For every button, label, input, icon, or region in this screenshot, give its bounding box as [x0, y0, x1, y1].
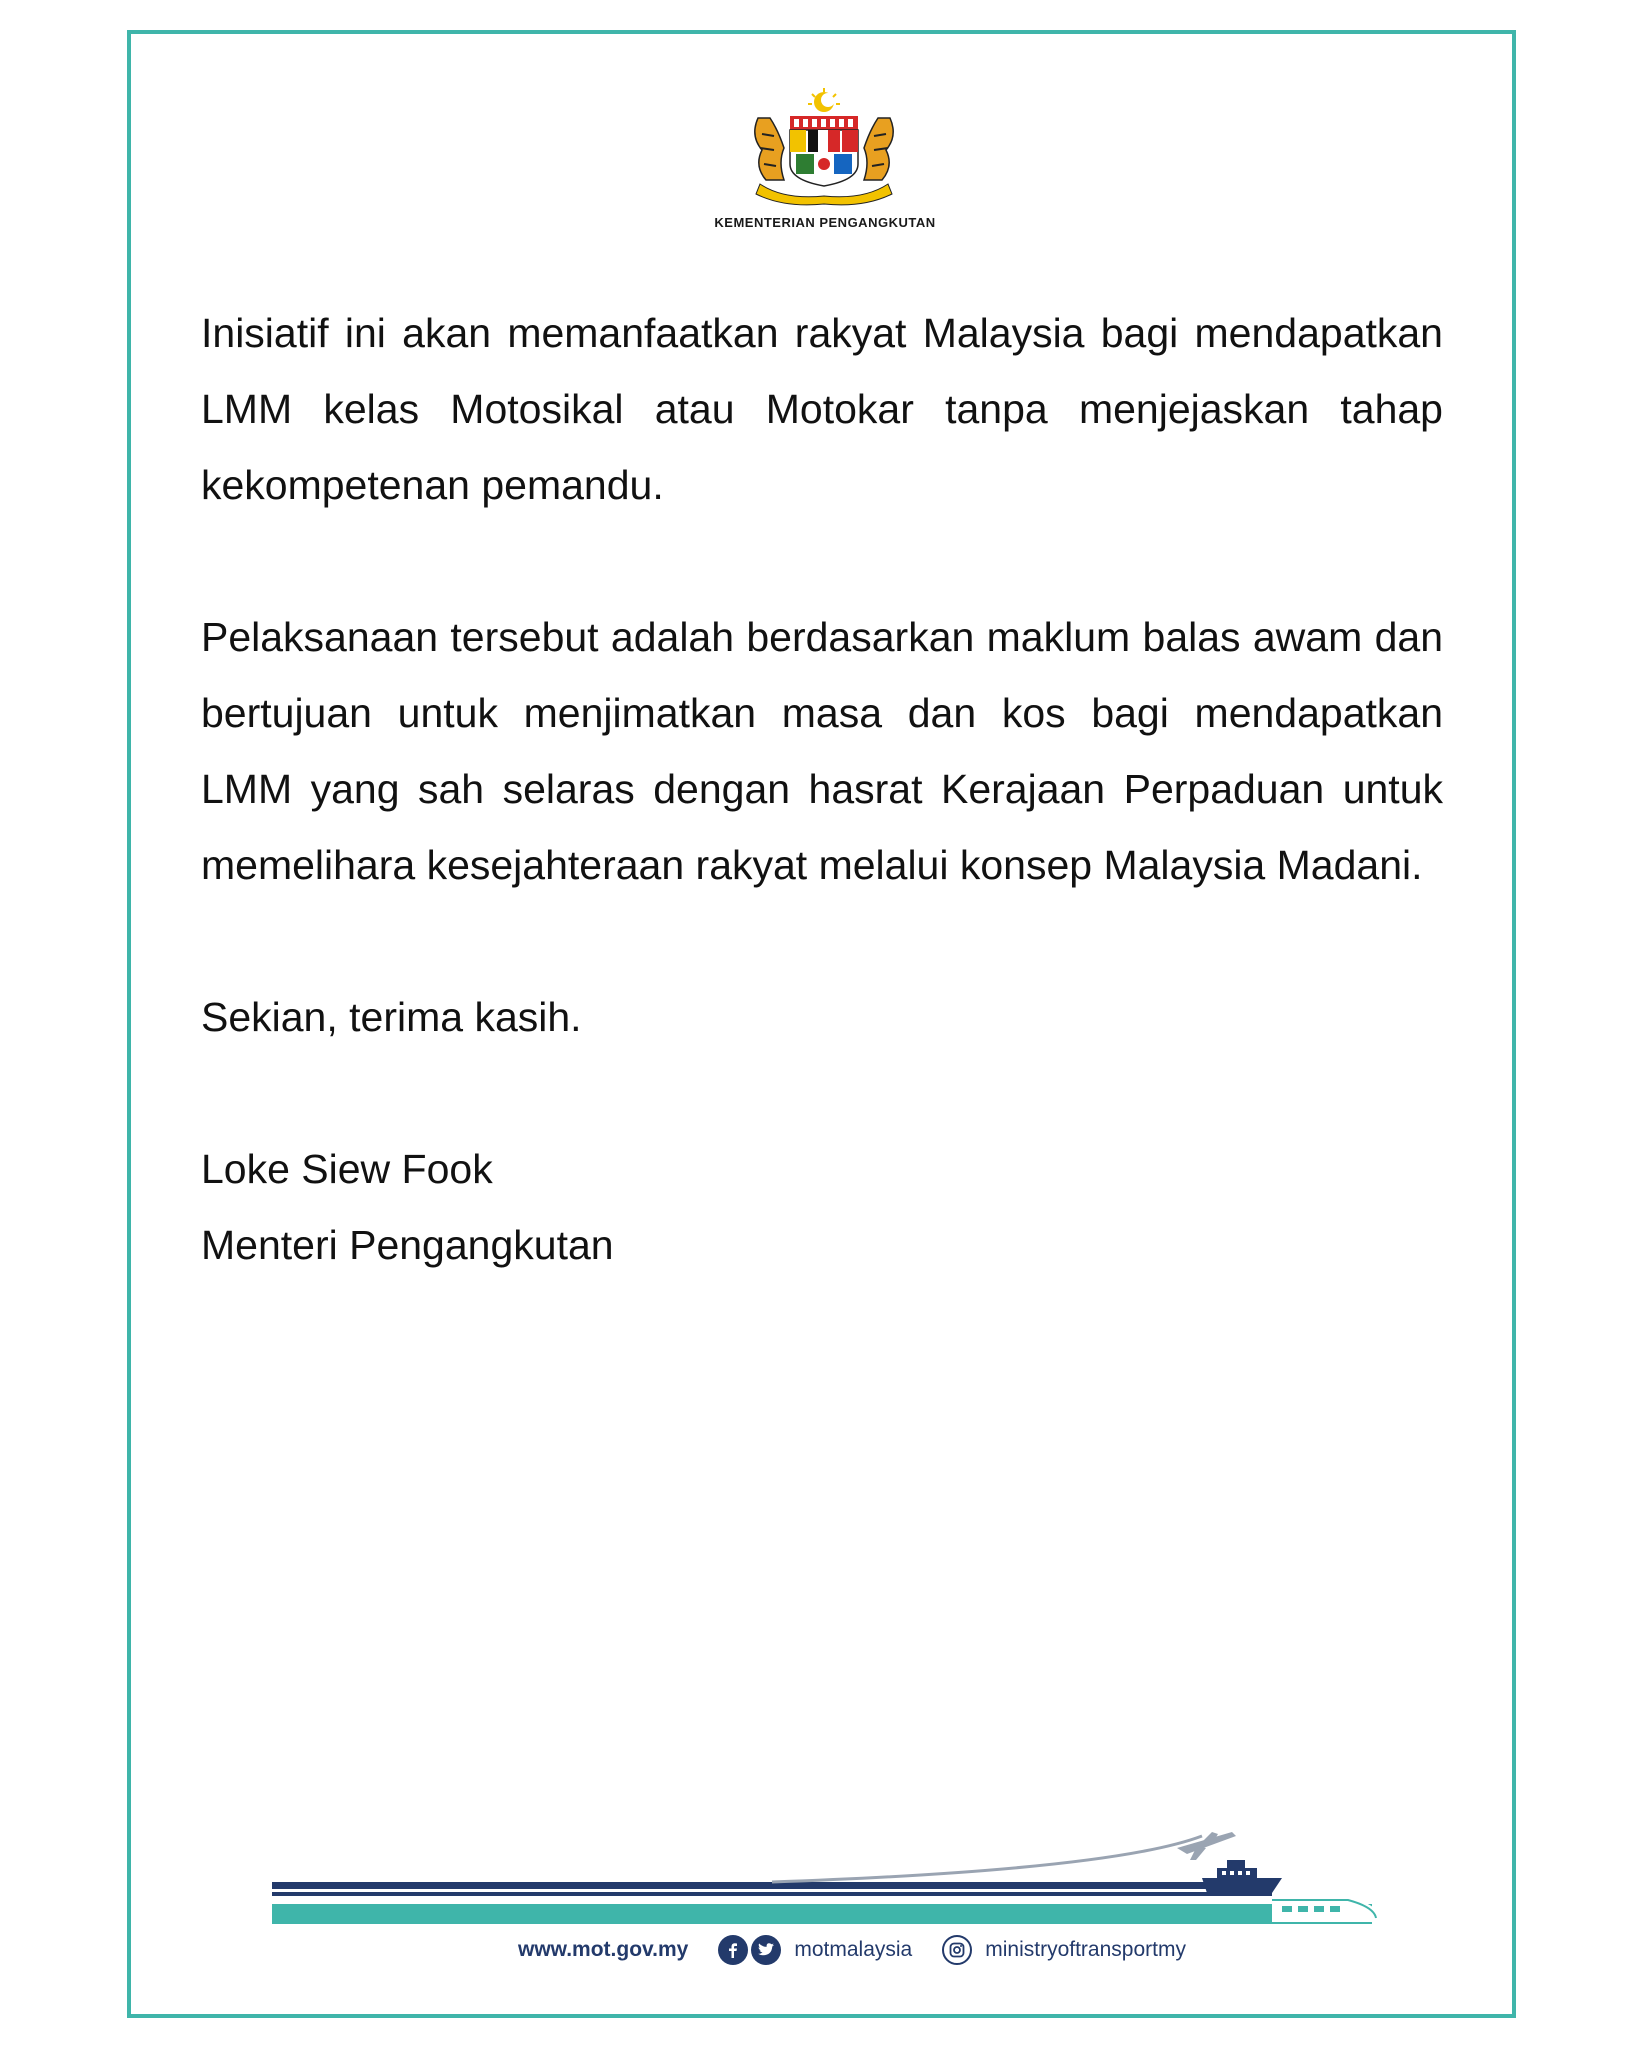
signatory-name: Loke Siew Fook — [201, 1146, 493, 1192]
plane-icon — [1177, 1832, 1236, 1860]
instagram-handle[interactable]: ministryoftransportmy — [985, 1938, 1186, 1961]
footer-links — [518, 1930, 1186, 1970]
coat-of-arms-logo — [744, 88, 904, 206]
teal-stripe — [272, 1904, 1372, 1924]
facebook-icon[interactable] — [718, 1935, 748, 1965]
letter-body — [201, 295, 1443, 1283]
navy-stripe-thin — [272, 1892, 1272, 1896]
ministry-name: KEMENTERIAN PENGANGKUTAN — [714, 215, 936, 229]
navy-stripe — [272, 1882, 1272, 1889]
train-icon — [1272, 1898, 1380, 1922]
paragraph-1: Inisiatif ini akan memanfaatkan rakyat Malaysia bagi mendapatkan LMM kelas Motosikal atau Motokar tanpa menjejaskan tahap kekompetenan pemandu. — [201, 310, 1443, 508]
signatory-title: Menteri Pengangkutan — [201, 1222, 614, 1268]
facebook-twitter-handle[interactable]: motmalaysia — [794, 1938, 913, 1961]
flight-path — [772, 1836, 1202, 1882]
instagram-icon[interactable] — [942, 1935, 972, 1965]
ship-icon — [1202, 1860, 1282, 1896]
paragraph-2: Pelaksanaan tersebut adalah berdasarkan maklum balas awam dan bertujuan untuk menjimatkan masa dan kos bagi mendapatkan LMM yang sah selaras dengan hasrat Kerajaan Perpaduan untuk memelihara kesejahteraan rakyat melalui konsep Malaysia Madani. — [201, 614, 1443, 888]
website-link[interactable]: www.mot.gov.my — [518, 1938, 689, 1961]
twitter-icon[interactable] — [751, 1935, 781, 1965]
closing-line: Sekian, terima kasih. — [201, 994, 582, 1040]
footer-transport-banner — [272, 1830, 1382, 1925]
